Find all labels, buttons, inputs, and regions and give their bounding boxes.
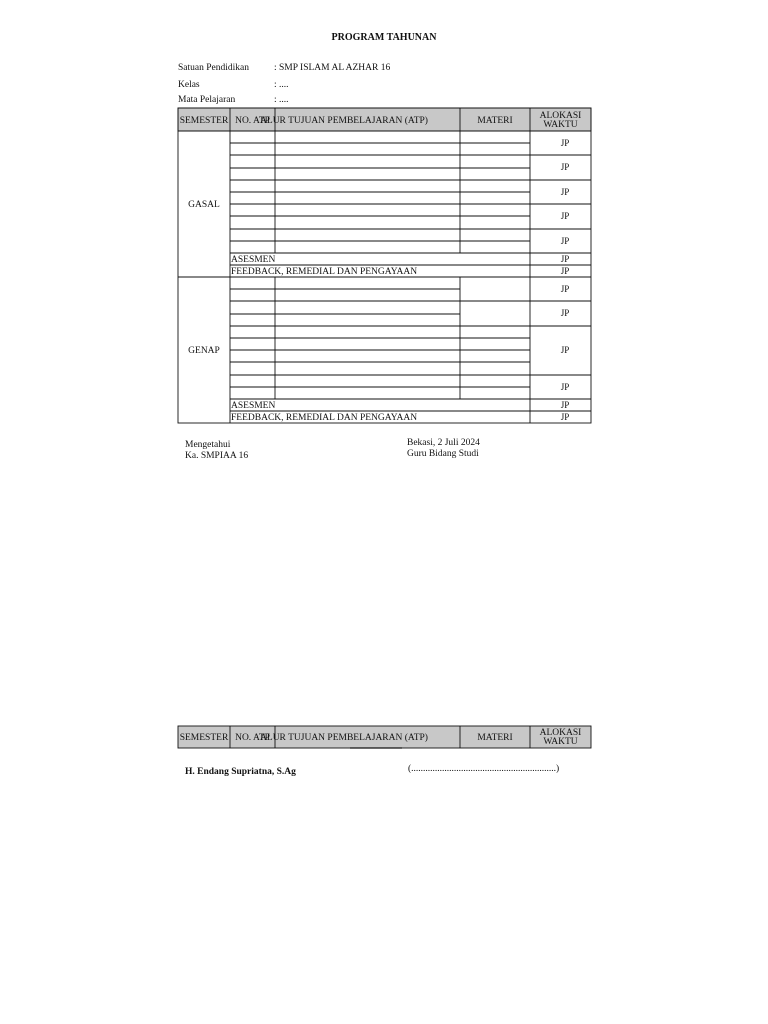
header-no-atp: NO. ATP	[235, 116, 270, 126]
mengetahui-label: Mengetahui	[185, 440, 231, 450]
jp-label: JP	[560, 266, 570, 276]
place-date: Bekasi, 2 Juli 2024	[407, 438, 480, 448]
repeat-header-materi: MATERI	[477, 733, 513, 743]
feedback-gasal: FEEDBACK, REMEDIAL DAN PENGAYAAN	[231, 267, 418, 277]
asesmen-genap: ASESMEN	[231, 401, 276, 411]
header-semester: SEMESTER	[179, 116, 229, 126]
kepala-sekolah-label: Ka. SMPIAA 16	[185, 451, 249, 461]
meta-label: Satuan Pendidikan	[178, 63, 249, 73]
semester-gasal: GASAL	[188, 200, 220, 210]
jp-label: JP	[560, 400, 570, 410]
meta-value: : SMP ISLAM AL AZHAR 16	[274, 63, 391, 73]
meta-label: Kelas	[178, 80, 200, 90]
jp-label: JP	[560, 162, 570, 172]
jp-label: JP	[560, 187, 570, 197]
jp-label: JP	[560, 211, 570, 221]
jp-label: JP	[560, 382, 570, 392]
header-materi: MATERI	[477, 116, 513, 126]
jp-label: JP	[560, 345, 570, 355]
meta-value: : ....	[274, 80, 289, 90]
document-title: PROGRAM TAHUNAN	[331, 32, 437, 43]
asesmen-gasal: ASESMEN	[231, 255, 276, 265]
signature-right	[407, 438, 480, 460]
meta-value: : ....	[274, 95, 289, 105]
jp-label: JP	[560, 308, 570, 318]
header-atp: ALUR TUJUAN PEMBELAJARAN (ATP)	[260, 116, 428, 126]
repeat-header-atp: ALUR TUJUAN PEMBELAJARAN (ATP)	[260, 733, 428, 743]
principal-name: H. Endang Supriatna, S.Ag	[185, 767, 296, 777]
signature-left	[185, 440, 248, 462]
meta-label: Mata Pelajaran	[178, 95, 236, 105]
feedback-genap: FEEDBACK, REMEDIAL DAN PENGAYAAN	[231, 413, 418, 423]
semester-genap: GENAP	[188, 346, 220, 356]
jp-label: JP	[560, 236, 570, 246]
repeat-header-alokasi: ALOKASI	[539, 728, 582, 738]
repeat-header-semester: SEMESTER	[179, 733, 229, 743]
jp-label: JP	[560, 254, 570, 264]
guru-label: Guru Bidang Studi	[407, 449, 479, 459]
jp-label: JP	[560, 138, 570, 148]
teacher-name-blank: (.............................................................)	[408, 764, 560, 774]
header-waktu: WAKTU	[543, 120, 578, 130]
header-alokasi: ALOKASI	[539, 111, 582, 121]
jp-label: JP	[560, 412, 570, 422]
jp-label: JP	[560, 284, 570, 294]
repeat-header-waktu: WAKTU	[543, 737, 578, 747]
repeat-header-no-atp: NO. ATP	[235, 733, 270, 743]
